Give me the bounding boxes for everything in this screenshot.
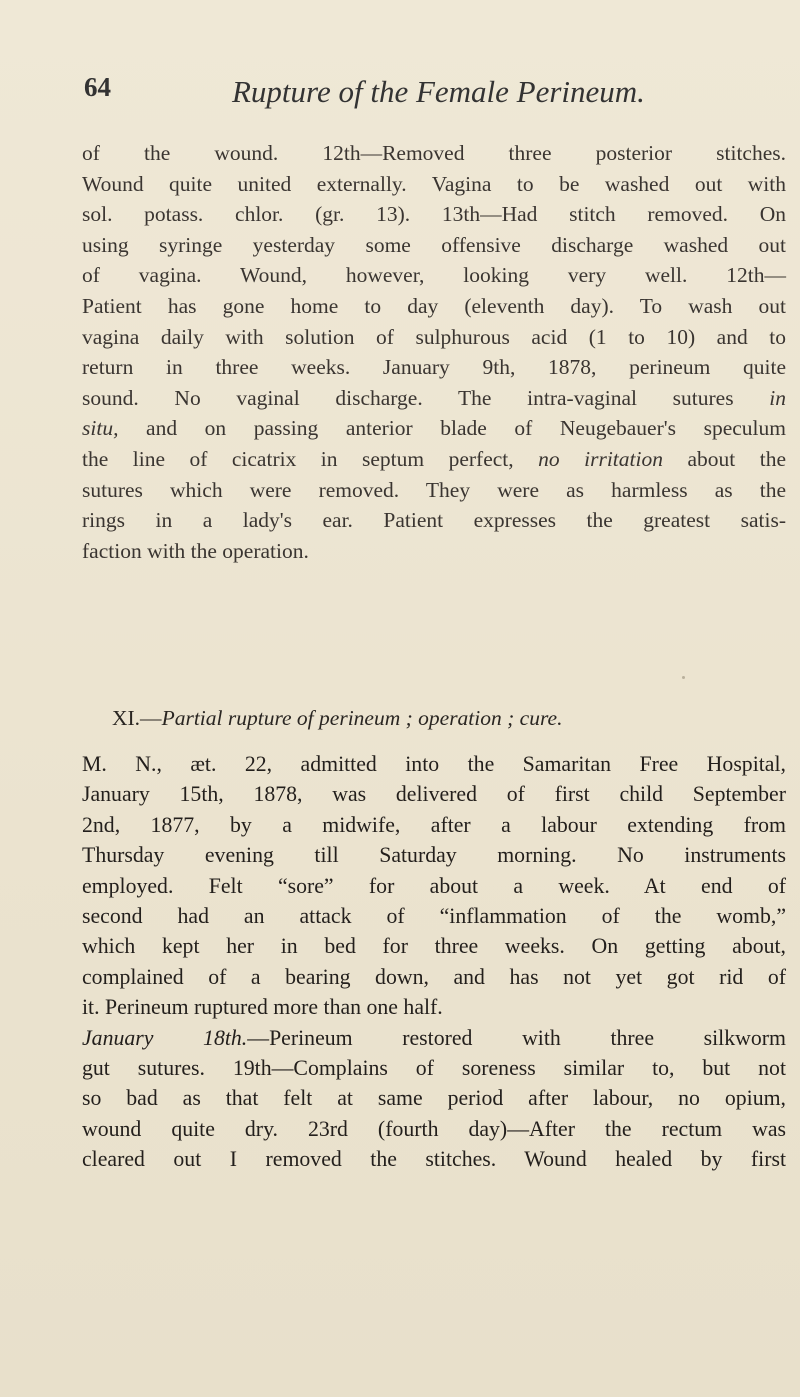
- case-heading: [112, 706, 562, 731]
- text-line: complained of a bearing down, and has not yet got rid of: [82, 964, 786, 989]
- continuation-text: [82, 138, 786, 566]
- case-title: Partial rupture of perineum ; operation ; cure.: [161, 706, 563, 730]
- text-fragment: —Perineum restored with three silkworm: [247, 1025, 786, 1050]
- running-head: [84, 72, 784, 116]
- text-line: faction with the operation.: [82, 538, 309, 563]
- print-speck: [682, 676, 685, 679]
- text-line: which kept her in bed for three weeks. On getting about,: [82, 934, 786, 959]
- text-line: gut sutures. 19th—Complains of soreness similar to, but not: [82, 1056, 786, 1081]
- italic-text: situ,: [82, 416, 119, 441]
- text-line: return in three weeks. January 9th, 1878, perineum quite: [82, 355, 786, 380]
- text-line: cleared out I removed the stitches. Wound healed by first: [82, 1147, 786, 1172]
- text-line: Thursday evening till Saturday morning. No instruments: [82, 843, 786, 868]
- text-line: so bad as that felt at same period after labour, no opium,: [82, 1086, 786, 1111]
- italic-date: January 18th.: [82, 1025, 248, 1050]
- text-line: second had an attack of “inflammation of the womb,”: [82, 904, 786, 929]
- text-line: of vagina. Wound, however, looking very well. 12th—: [82, 263, 786, 288]
- text-line: [82, 1023, 786, 1053]
- text-line: vagina daily with solution of sulphurous acid (1 to 10) and to: [82, 324, 786, 349]
- text-line: Patient has gone home to day (eleventh day). To wash out: [82, 293, 786, 318]
- text-line: M. N., æt. 22, admitted into the Samaritan Free Hospital,: [82, 752, 786, 776]
- text-line: January 15th, 1878, was delivered of first child September: [82, 782, 786, 807]
- text-line: [82, 383, 786, 414]
- text-line: rings in a lady's ear. Patient expresses the greatest satis-: [82, 508, 786, 533]
- text-line: wound quite dry. 23rd (fourth day)—After the rectum was: [82, 1116, 786, 1141]
- text-line: using syringe yesterday some offensive discharge washed out: [82, 232, 786, 257]
- text-fragment: the line of cicatrix in septum perfect,: [82, 446, 514, 471]
- page-number: 64: [84, 72, 111, 102]
- running-title: Rupture of the Female Perineum.: [232, 74, 645, 109]
- text-line: Wound quite united externally. Vagina to be washed out with: [82, 171, 786, 196]
- case-text: [82, 749, 786, 1175]
- text-line: [82, 444, 786, 475]
- text-line: of the wound. 12th—Removed three posterior stitches.: [82, 141, 786, 165]
- italic-text: no irritation: [538, 446, 663, 471]
- text-line: [82, 413, 786, 444]
- text-line: 2nd, 1877, by a midwife, after a labour extending from: [82, 812, 786, 837]
- text-fragment: about the: [662, 446, 786, 471]
- text-line: sol. potass. chlor. (gr. 13). 13th—Had stitch removed. On: [82, 202, 786, 227]
- text-line: it. Perineum ruptured more than one half.: [82, 995, 443, 1020]
- text-line: employed. Felt “sore” for about a week. At end of: [82, 873, 786, 898]
- italic-text: in: [769, 385, 786, 410]
- text-line: sutures which were removed. They were as harmless as the: [82, 477, 786, 502]
- case-number: XI.—: [112, 706, 162, 730]
- text-fragment: and on passing anterior blade of Neugebauer's speculum: [118, 416, 786, 441]
- text-fragment: sound. No vaginal discharge. The intra-vaginal sutures: [82, 385, 734, 410]
